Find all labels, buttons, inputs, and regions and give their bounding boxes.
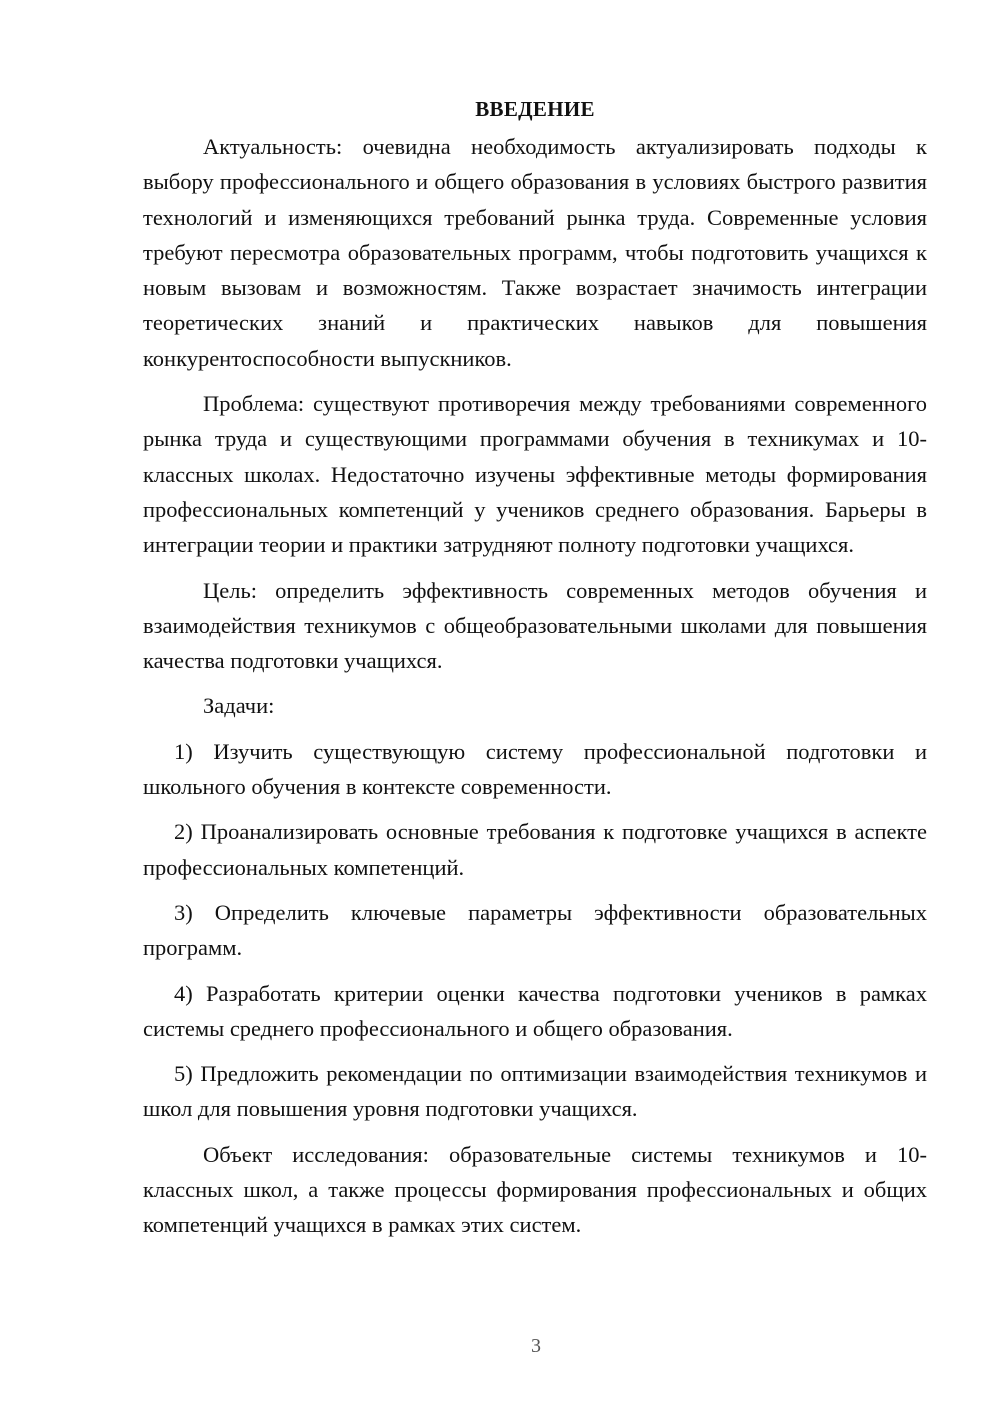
page-content	[143, 92, 927, 1243]
tasks-heading: Задачи:	[203, 693, 275, 719]
task-item-3: 3) Определить ключевые параметры эффективности образовательных программ.	[143, 899, 927, 961]
page-number: 3	[531, 1335, 541, 1357]
paragraph-goal: Цель: определить эффективность современных методов обучения и взаимодействия техникумов с общеобразовательными школами для повышения качества подготовки учащихся.	[143, 577, 927, 674]
paragraph-relevance: Актуальность: очевидна необходимость актуализировать подходы к выбору профессионального и общего образования в условиях быстрого развития технологий и изменяющихся требований рынка труда. Современные условия требуют пересмотра образовательных программ, чтобы подготовить учащихся к новым вызовам и возможностям. Также возрастает значимость интеграции теоретических знаний и практических навыков для повышения конкурентоспособности выпускников.	[143, 134, 927, 371]
task-item-4: 4) Разработать критерии оценки качества подготовки учеников в рамках системы среднего профессионального и общего образования.	[143, 980, 927, 1041]
paragraph-problem: Проблема: существуют противоречия между требованиями современного рынка труда и существующими программами обучения в техникумах и 10-классных школах. Недостаточно изучены эффективные методы формирования профессиональных компетенций у учеников среднего образования. Барьеры в интеграции теории и практики затрудняют полноту подготовки учащихся.	[143, 391, 927, 558]
task-item-1: 1) Изучить существующую систему профессиональной подготовки и школьного обучения в контексте современности.	[143, 738, 927, 800]
task-item-2: 2) Проанализировать основные требования к подготовке учащихся в аспекте профессиональных компетенций.	[143, 819, 927, 880]
section-title: ВВЕДЕНИЕ	[475, 97, 595, 121]
task-item-5: 5) Предложить рекомендации по оптимизации взаимодействия техникумов и школ для повышения уровня подготовки учащихся.	[143, 1061, 927, 1122]
paragraph-object: Объект исследования: образовательные системы техникумов и 10-классных школ, а также процессы формирования профессиональных и общих компетенций учащихся в рамках этих систем.	[143, 1141, 927, 1238]
